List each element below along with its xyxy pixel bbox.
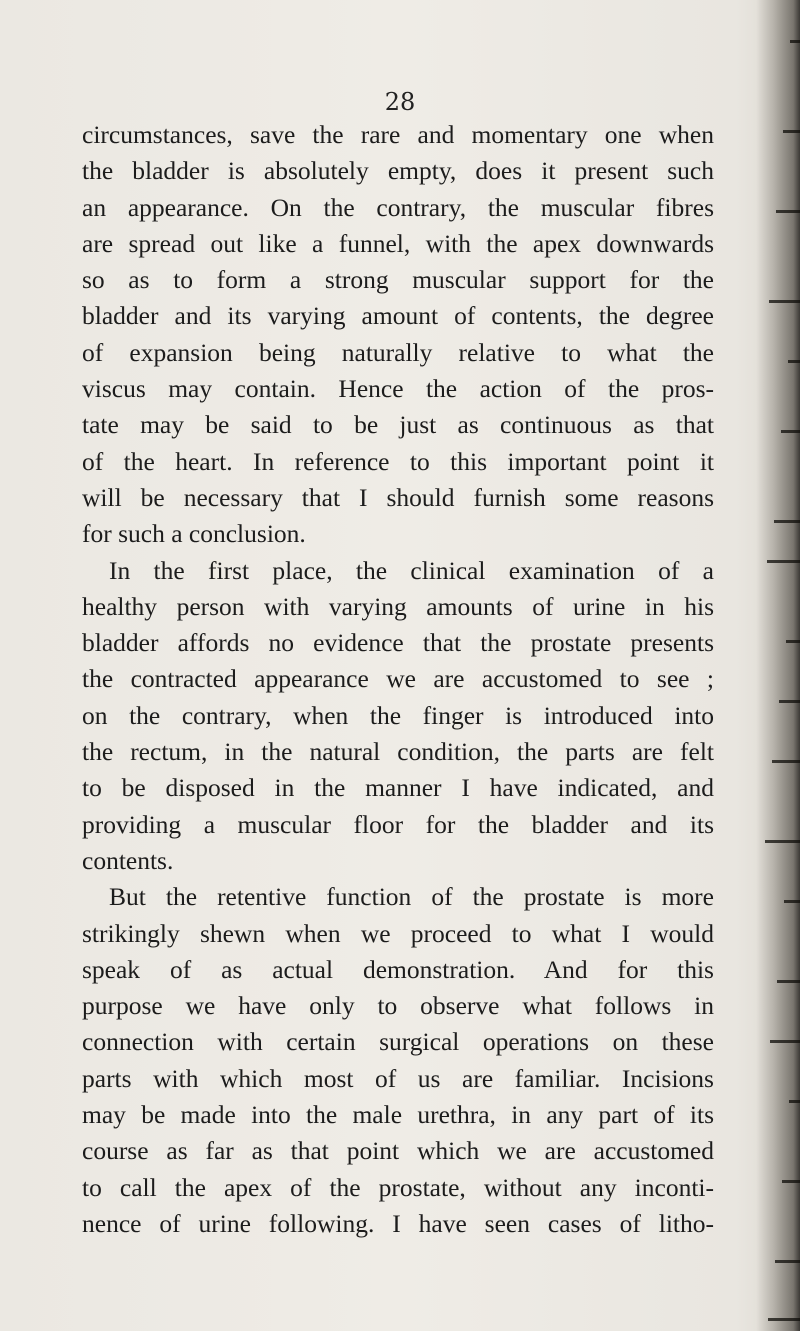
body-text: [82, 117, 714, 1242]
edge-mark: [768, 1318, 800, 1321]
text-line: so as to form a strong muscular support for the: [82, 265, 714, 295]
edge-mark: [765, 840, 800, 843]
edge-mark: [774, 520, 800, 523]
text-line: speak of as actual demonstration. And for this: [82, 954, 714, 984]
edge-mark: [775, 1260, 800, 1263]
edge-mark: [777, 980, 800, 983]
edge-mark: [786, 640, 800, 643]
text-line: bladder and its varying amount of contents, the degree: [82, 301, 714, 331]
text-line: purpose we have only to observe what follows in: [82, 991, 714, 1021]
text-line: strikingly shewn when we proceed to what I would: [82, 918, 714, 948]
text-line: to call the apex of the prostate, without any inconti-: [82, 1172, 714, 1202]
edge-mark: [789, 1100, 800, 1103]
text-line: of the heart. In reference to this important point it: [82, 446, 714, 476]
edge-mark: [783, 130, 800, 133]
page-number: 28: [384, 88, 416, 116]
text-line: nence of urine following. I have seen cases of litho-: [82, 1208, 714, 1238]
text-line: In the first place, the clinical examination of a: [109, 555, 714, 585]
text-line: bladder affords no evidence that the prostate presents: [82, 628, 714, 658]
edge-mark: [790, 40, 800, 43]
text-line: parts with which most of us are familiar. Incisions: [82, 1063, 714, 1093]
text-line: the rectum, in the natural condition, the parts are felt: [82, 737, 714, 767]
edge-mark: [779, 700, 800, 703]
text-line: connection with certain surgical operations on these: [82, 1027, 714, 1057]
text-line: are spread out like a funnel, with the apex downwards: [82, 228, 714, 258]
text-line: an appearance. On the contrary, the muscular fibres: [82, 192, 714, 222]
edge-mark: [784, 900, 800, 903]
text-line: to be disposed in the manner I have indicated, and: [82, 773, 714, 803]
edge-mark: [782, 1180, 800, 1183]
text-line: circumstances, save the rare and momentary one when: [82, 120, 714, 149]
text-line: for such a conclusion.: [82, 519, 306, 549]
edge-mark: [781, 430, 800, 433]
page-edge-shadow: [756, 0, 800, 1331]
text-line: may be made into the male urethra, in any part of its: [82, 1100, 714, 1130]
text-line: on the contrary, when the finger is introduced into: [82, 700, 714, 730]
edge-mark: [769, 300, 800, 303]
text-line: the bladder is absolutely empty, does it present such: [82, 156, 714, 186]
edge-mark: [770, 1040, 800, 1043]
text-line: the contracted appearance we are accustomed to see ;: [82, 664, 714, 694]
edge-mark: [772, 760, 800, 763]
edge-mark: [776, 210, 800, 213]
edge-mark: [788, 360, 800, 363]
text-line: tate may be said to be just as continuous as that: [82, 410, 714, 440]
text-line: viscus may contain. Hence the action of the pros-: [82, 374, 714, 404]
text-line: of expansion being naturally relative to what the: [82, 337, 714, 367]
text-line: But the retentive function of the prostate is more: [109, 882, 714, 912]
text-line: will be necessary that I should furnish some reasons: [82, 482, 714, 512]
text-line: providing a muscular floor for the bladder and its: [82, 809, 714, 839]
text-line: contents.: [82, 845, 174, 875]
edge-mark: [767, 560, 800, 563]
text-line: healthy person with varying amounts of urine in his: [82, 591, 714, 621]
text-line: course as far as that point which we are accustomed: [82, 1136, 714, 1166]
